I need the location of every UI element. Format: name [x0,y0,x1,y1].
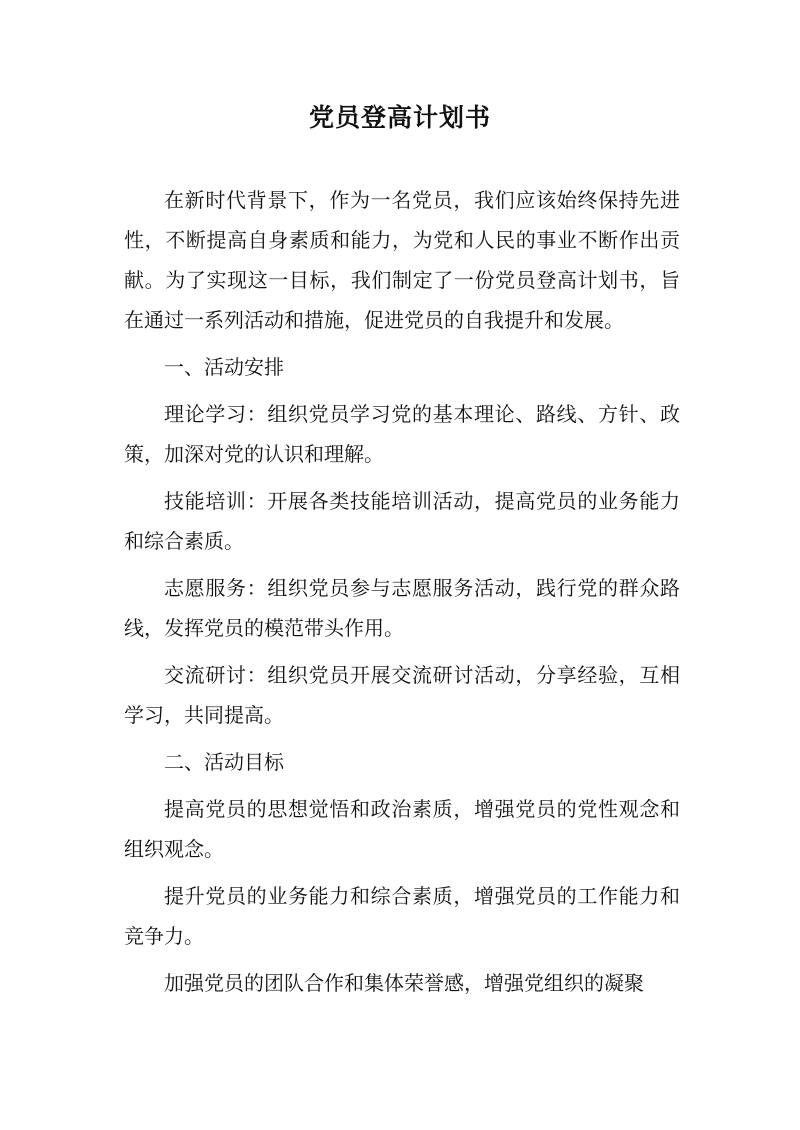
paragraph-goal-teamwork: 加强党员的团队合作和集体荣誉感，增强党组织的凝聚 [164,971,644,995]
paragraph-skill-training: 技能培训：开展各类技能培训活动，提高党员的业务能力和综合素质。 [124,489,680,553]
paragraph-goal-awareness: 提高党员的思想觉悟和政治素质，增强党员的党性观念和组织观念。 [124,797,680,861]
section-heading-goals: 二、活动目标 [164,750,284,774]
section-heading-activities: 一、活动安排 [164,355,284,379]
paragraph-volunteer-service: 志愿服务：组织党员参与志愿服务活动，践行党的群众路线，发挥党员的模范带头作用。 [124,576,680,640]
paragraph-exchange-discussion: 交流研讨：组织党员开展交流研讨活动，分享经验，互相学习，共同提高。 [124,663,680,727]
document-title: 党员登高计划书 [308,103,491,132]
document-body [124,180,680,1010]
intro-paragraph: 在新时代背景下，作为一名党员，我们应该始终保持先进性，不断提高自身素质和能力，为党和人民的事业不断作出贡献。为了实现这一目标，我们制定了一份党员登高计划书，旨在通过一系列活动和措施，促进党员的自我提升和发展。 [124,188,680,332]
paragraph-theory-study: 理论学习：组织党员学习党的基本理论、路线、方针、政策，加深对党的认识和理解。 [124,402,680,466]
paragraph-goal-ability: 提升党员的业务能力和综合素质，增强党员的工作能力和竞争力。 [124,884,680,948]
